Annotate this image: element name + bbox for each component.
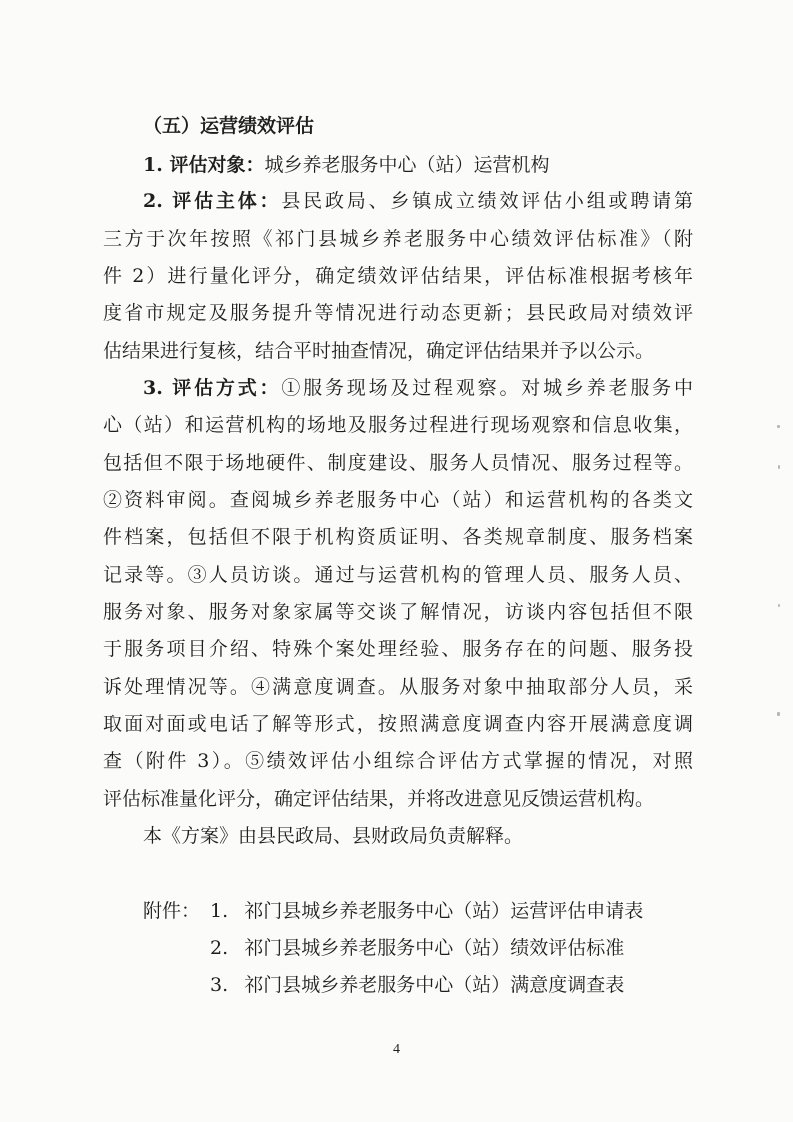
- item3-text-4: ②资料审阅。查阅城乡养老服务中心（站）和运营机构的各类文: [103, 489, 693, 511]
- scan-speck: [777, 712, 780, 716]
- item1-text: 城乡养老服务中心（站）运营机构: [264, 154, 550, 176]
- item2-text-1: 县民政局、乡镇成立绩效评估小组或聘请第: [281, 190, 693, 212]
- item3-line-5: [103, 525, 693, 549]
- item1-label: 1. 评估对象：: [143, 154, 265, 176]
- item3-text-12: 评估标准量化评分，确定评估结果，并将改进意见反馈运营机构。: [103, 788, 655, 810]
- item2-line-2: [103, 227, 693, 251]
- section-heading: [143, 114, 693, 138]
- item2-text-4: 度省市规定及服务提升等情况进行动态更新；县民政局对绩效评: [103, 302, 693, 324]
- item3-text-11: 查（附件 3）。⑤绩效评估小组综合评估方式掌握的情况，对照: [103, 750, 693, 772]
- item3-line-7: [103, 600, 693, 624]
- interpretation-paragraph: [143, 824, 693, 848]
- attachment-item-3: [210, 973, 624, 997]
- item1-line: [143, 153, 693, 177]
- section-heading-text: （五）运营绩效评估: [143, 115, 315, 137]
- item3-text-6: 记录等。③人员访谈。通过与运营机构的管理人员、服务人员、: [103, 564, 693, 586]
- attachment-item-2: [210, 936, 624, 960]
- item3-line-3: [103, 451, 693, 475]
- attachment-title-3: 祁门县城乡养老服务中心（站）满意度调查表: [244, 974, 625, 996]
- item2-text-3: 件 2）进行量化评分，确定绩效评估结果，评估标准根据考核年: [103, 265, 693, 287]
- item3-label: 3. 评估方式：: [143, 377, 282, 399]
- item3-text-3: 包括但不限于场地硬件、制度建设、服务人员情况、服务过程等。: [103, 452, 693, 474]
- item3-line-1: [143, 376, 693, 400]
- attachment-num-1: 1.: [210, 900, 229, 922]
- item3-text-10: 取面对面或电话了解等形式，按照满意度调查内容开展满意度调: [103, 713, 693, 735]
- scan-speck: [777, 425, 780, 428]
- item3-line-9: [103, 675, 693, 699]
- item3-text-8: 于服务项目介绍、特殊个案处理经验、服务存在的问题、服务投: [103, 638, 693, 660]
- attachments-label: 附件：: [143, 900, 201, 922]
- item3-text-1: ①服务现场及过程观察。对城乡养老服务中: [281, 377, 693, 399]
- attachment-num-3: 3.: [210, 974, 229, 996]
- item3-text-9: 诉处理情况等。④满意度调查。从服务对象中抽取部分人员，采: [103, 676, 693, 698]
- interpretation-text: 本《方案》由县民政局、县财政局负责解释。: [143, 825, 524, 847]
- item2-line-4: [103, 301, 693, 325]
- page-number: 4: [393, 1042, 400, 1057]
- item2-line-3: [103, 264, 693, 288]
- scan-speck: [778, 604, 780, 607]
- item3-line-11: [103, 749, 693, 773]
- item3-line-4: [103, 488, 693, 512]
- attachment-title-2: 祁门县城乡养老服务中心（站）绩效评估标准: [244, 937, 625, 959]
- item2-line-5: [103, 339, 693, 363]
- attachment-num-2: 2.: [210, 937, 229, 959]
- item3-line-12: [103, 787, 693, 811]
- scan-speck: [778, 465, 780, 469]
- item2-label: 2. 评估主体：: [143, 190, 282, 212]
- item2-text-2: 三方于次年按照《祁门县城乡养老服务中心绩效评估标准》（附: [103, 228, 693, 250]
- item3-line-2: [103, 413, 693, 437]
- attachment-item-1: [210, 899, 643, 923]
- item3-text-5: 件档案，包括但不限于机构资质证明、各类规章制度、服务档案: [103, 526, 693, 548]
- item2-line-1: [143, 189, 693, 213]
- item3-line-10: [103, 712, 693, 736]
- item3-line-6: [103, 563, 693, 587]
- item3-line-8: [103, 637, 693, 661]
- item3-text-2: 心（站）和运营机构的场地及服务过程进行现场观察和信息收集，: [103, 414, 693, 436]
- item3-text-7: 服务对象、服务对象家属等交谈了解情况，访谈内容包括但不限: [103, 601, 693, 623]
- item2-text-5: 估结果进行复核，结合平时抽查情况，确定评估结果并予以公示。: [103, 340, 655, 362]
- attachment-title-1: 祁门县城乡养老服务中心（站）运营评估申请表: [244, 900, 644, 922]
